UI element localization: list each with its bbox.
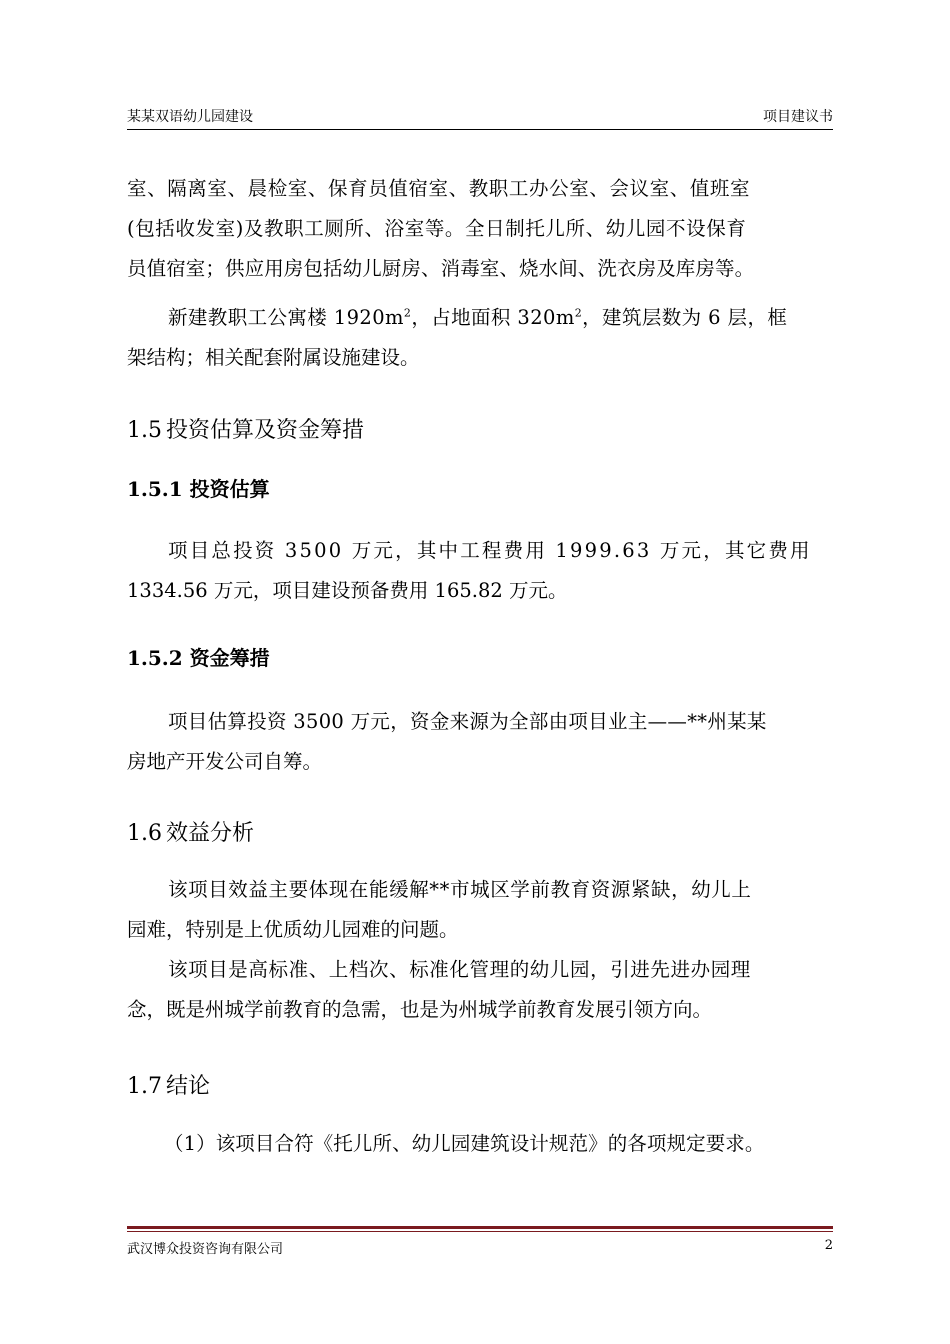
text-line: 项目估算投资 3500 万元，资金来源为全部由项目业主——**州某某 [168,710,767,733]
paragraph-rooms [127,169,833,289]
text-run: ，建筑层数为 6 层，框 [582,306,788,329]
paragraph-investment [127,531,833,611]
page-number: 2 [824,1238,833,1253]
header-rule [127,129,833,130]
section-number: 1.6 [127,821,162,846]
section-heading-1-6 [127,819,254,849]
subsection-heading-1-5-2: 1.5.2 资金筹措 [127,646,270,670]
text-line: 室、隔离室、晨检室、保育员值宿室、教职工办公室、会议室、值班室 [127,177,751,200]
paragraph-apartment [127,298,833,378]
text-line: 念，既是州城学前教育的急需，也是为州城学前教育发展引领方向。 [127,998,713,1021]
header-title: 某某双语幼儿园建设 [127,109,253,125]
text-line: (包括收发室)及教职工厕所、浴室等。全日制托儿所、幼儿园不设保育 [127,217,747,240]
superscript: 2 [403,306,412,320]
section-number: 1.7 [127,1074,162,1099]
header-doc-type: 项目建议书 [763,109,833,125]
footer-rule-thin [127,1231,833,1232]
text-line: 房地产开发公司自筹。 [127,750,323,773]
conclusion-list [164,1124,854,1164]
text-line [127,298,833,338]
text-line: 园难，特别是上优质幼儿园难的问题。 [127,918,459,941]
footer-company: 武汉博众投资咨询有限公司 [127,1242,284,1257]
section-heading-1-7 [127,1072,210,1102]
text-run: ，占地面积 320m [411,306,575,329]
paragraph-funding [127,702,833,782]
paragraph-benefits [127,870,833,1030]
text-line: 该项目是高标准、上档次、标准化管理的幼儿园，引进先进办园理 [168,958,751,981]
list-item: （1）该项目合符《托儿所、幼儿园建筑设计规范》的各项规定要求。 [164,1132,765,1155]
text-line: 1334.56 万元，项目建设预备费用 165.82 万元。 [127,579,568,602]
section-title: 结论 [166,1074,211,1099]
text-line: 员值宿室；供应用房包括幼儿厨房、消毒室、烧水间、洗衣房及库房等。 [127,257,755,280]
text-line: 架结构；相关配套附属设施建设。 [127,346,420,369]
superscript: 2 [574,306,583,320]
text-run: 新建教职工公寓楼 1920m [168,306,404,329]
section-title: 投资估算及资金筹措 [166,418,365,443]
text-line: 项目总投资 3500 万元，其中工程费用 1999.63 万元，其它费用 [168,539,812,562]
page-header [127,106,833,130]
section-heading-1-5 [127,416,364,446]
section-number: 1.5 [127,418,162,443]
section-title: 效益分析 [166,821,255,846]
subsection-heading-1-5-1: 1.5.1 投资估算 [127,477,270,501]
text-line: 该项目效益主要体现在能缓解**市城区学前教育资源紧缺，幼儿上 [168,878,752,901]
footer-rule [127,1226,833,1229]
